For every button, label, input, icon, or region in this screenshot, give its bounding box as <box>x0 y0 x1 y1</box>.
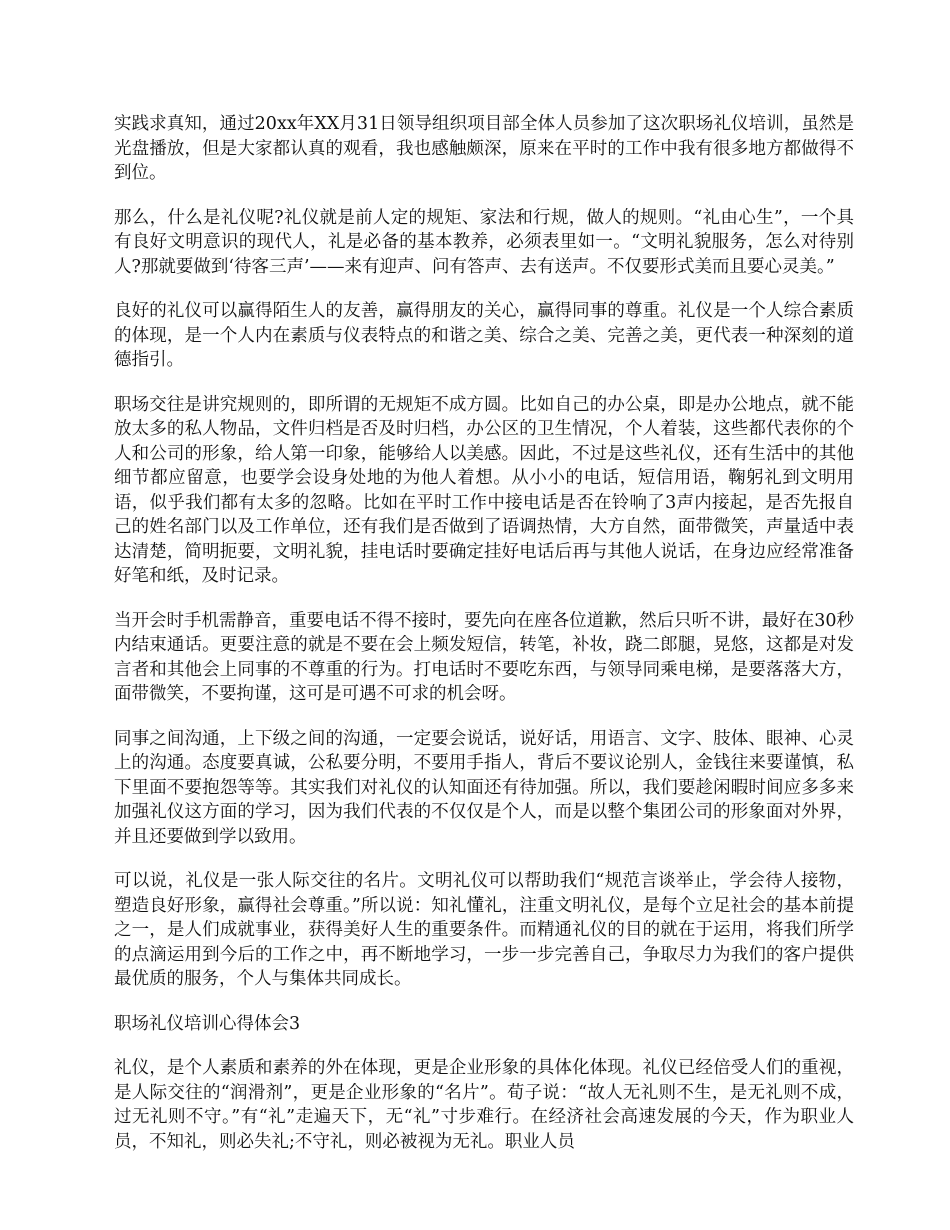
paragraph-4: 职场交往是讲究规则的，即所谓的无规矩不成方圆。比如自己的办公桌，即是办公地点，就不能放太多的私人物品，文件归档是否及时归档，办公区的卫生情况，个人着装，这些都代表你的个人和公司的形象，给人第一印象，能够给人以美感。因此，不过是这些礼仪，还有生活中的其他细节都应留意，也要学会设身处地的为他人着想。从小小的电话，短信用语，鞠躬礼到文明用语，似乎我们都有太多的忽略。比如在平时工作中接电话是否在铃响了3声内接起，是否先报自己的姓名部门以及工作单位，还有我们是否做到了语调热情，大方自然，面带微笑，声量适中表达清楚，简明扼要，文明礼貌，挂电话时要确定挂好电话后再与其他人说话，在身边应经常准备好笔和纸，及时记录。 <box>114 394 854 586</box>
paragraph-5: 当开会时手机需静音，重要电话不得不接时，要先向在座各位道歉，然后只听不讲，最好在30秒内结束通话。更要注意的就是不要在会上频发短信，转笔，补妆，跷二郎腿，晃悠，这都是对发言者和其他会上同事的不尊重的行为。打电话时不要吃东西，与领导同乘电梯，是要落落大方，面带微笑，不要拘谨，这可是可遇不可求的机会呀。 <box>114 610 854 704</box>
paragraph-6: 同事之间沟通，上下级之间的沟通，一定要会说话，说好话，用语言、文字、肢体、眼神、心灵上的沟通。态度要真诚，公私要分明，不要用手指人，背后不要议论别人，金钱往来要谨慎，私下里面不要抱怨等等。其实我们对礼仪的认知面还有待加强。所以，我们要趁闲暇时间应多多来加强礼仪这方面的学习，因为我们代表的不仅仅是个人，而是以整个集团公司的形象面对外界，并且还要做到学以致用。 <box>114 728 854 847</box>
paragraph-7: 可以说，礼仪是一张人际交往的名片。文明礼仪可以帮助我们“规范言谈举止，学会待人接物，塑造良好形象，赢得社会尊重。”所以说：知礼懂礼，注重文明礼仪，是每个立足社会的基本前提之一，是人们成就事业，获得美好人生的重要条件。而精通礼仪的目的就在于运用，将我们所学的点滴运用到今后的工作之中，再不断地学习，一步一步完善自己，争取尽力为我们的客户提供最优质的服务，个人与集体共同成长。 <box>114 871 854 989</box>
paragraph-3: 良好的礼仪可以赢得陌生人的友善，赢得朋友的关心，赢得同事的尊重。礼仪是一个人综合素质的体现，是一个人内在素质与仪表特点的和谐之美、综合之美、完善之美，更代表一种深刻的道德指引。 <box>114 301 854 370</box>
paragraph-1: 实践求真知，通过20xx年XX月31日领导组织项目部全体人员参加了这次职场礼仪培训，虽然是光盘播放，但是大家都认真的观看，我也感触颇深，原来在平时的工作中我有很多地方都做得不到位。 <box>114 114 854 183</box>
document-body <box>114 112 854 1174</box>
paragraph-8: 礼仪，是个人素质和素养的外在体现，更是企业形象的具体化体现。礼仪已经倍受人们的重视，是人际交往的“润滑剂”，更是企业形象的“名片”。荀子说：“故人无礼则不生，是无礼则不成，过无礼则不守。”有“礼”走遍天下，无“礼”寸步难行。在经济社会高速发展的今天，作为职业人员，不知礼，则必失礼;不守礼，则必被视为无礼。职业人员 <box>114 1058 854 1152</box>
paragraph-2: 那么，什么是礼仪呢?礼仪就是前人定的规矩、家法和行规，做人的规则。“礼由心生”，一个具有良好文明意识的现代人，礼是必备的基本教养，必须表里如一。“文明礼貌服务，怎么对待别人?那就要做到‘待客三声’——来有迎声、问有答声、去有送声。不仅要形式美而且要心灵美。” <box>114 207 854 277</box>
section-heading: 职场礼仪培训心得体会3 <box>114 1013 301 1034</box>
